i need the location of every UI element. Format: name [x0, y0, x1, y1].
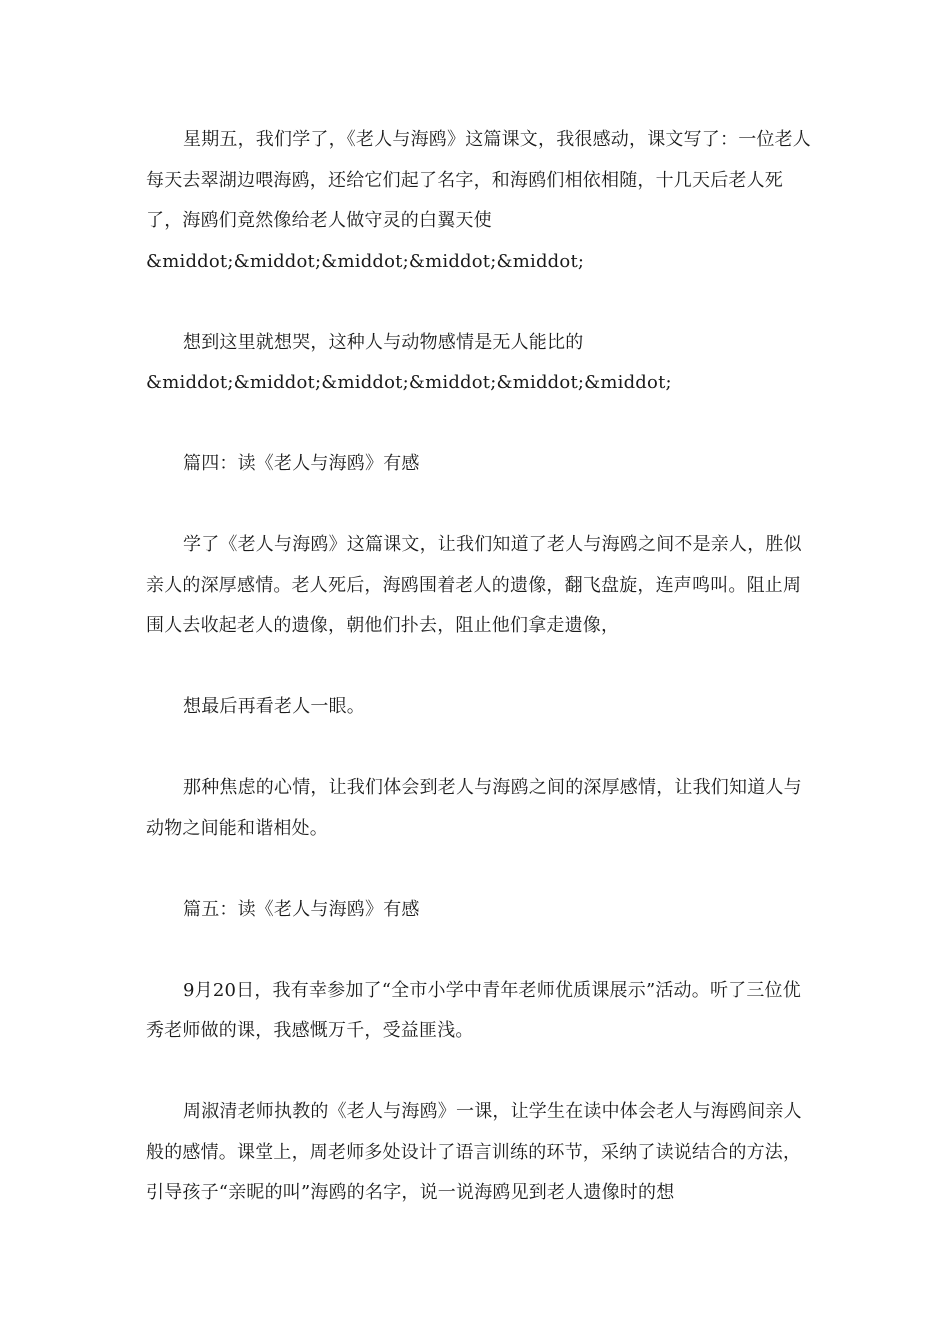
paragraph-friday-lesson: 星期五，我们学了，《老人与海鸥》这篇课文，我很感动，课文写了：一位老人每天去翠湖边喂海鸥，还给它们起了名字，和海鸥们相依相随，十几天后老人死了，海鸥们竟然像给老人做守灵的白翼天使 [146, 129, 811, 231]
paragraph-sept-20: 9月20日，我有幸参加了“全市小学中青年老师优质课展示”活动。听了三位优秀老师做的课，我感慨万千，受益匪浅。 [146, 979, 801, 1041]
paragraph-spacer [146, 930, 814, 971]
document-body [146, 120, 814, 1214]
section-heading-4: 篇四：读《老人与海鸥》有感 [183, 453, 420, 474]
paragraph-spacer [146, 728, 814, 769]
section-heading-5: 篇五：读《老人与海鸥》有感 [183, 898, 420, 920]
paragraph-spacer [146, 404, 814, 445]
paragraph-spacer [146, 849, 814, 890]
paragraph-spacer [146, 1052, 814, 1093]
paragraph-learned-lesson: 学了《老人与海鸥》这篇课文，让我们知道了老人与海鸥之间不是亲人，胜似亲人的深厚感情。老人死后，海鸥围着老人的遗像，翻飞盘旋，连声鸣叫。阻止周围人去收起老人的遗像，朝他们扑去，阻止他们拿走遗像， [146, 534, 802, 636]
paragraph-ellipsis-1: &middot;&middot;&middot;&middot;&middot; [146, 250, 585, 272]
paragraph-spacer [146, 485, 814, 526]
paragraph-zhou-lesson: 周淑清老师执教的《老人与海鸥》一课，让学生在读中体会老人与海鸥间亲人般的感情。课堂上，周老师多处设计了语言训练的环节，采纳了读说结合的方法，引导孩子“亲昵的叫”海鸥的名字，说一说海鸥见到老人遗像时的想 [146, 1101, 802, 1203]
paragraph-anxious-feeling: 那种焦虑的心情，让我们体会到老人与海鸥之间的深厚感情，让我们知道人与动物之间能和谐相处。 [146, 777, 802, 839]
paragraph-ellipsis-2: &middot;&middot;&middot;&middot;&middot;&middot; [146, 372, 672, 393]
paragraph-spacer [146, 282, 814, 323]
paragraph-last-look: 想最后再看老人一眼。 [183, 696, 365, 717]
paragraph-want-to-cry: 想到这里就想哭，这种人与动物感情是无人能比的 [183, 331, 584, 353]
paragraph-spacer [146, 647, 814, 688]
